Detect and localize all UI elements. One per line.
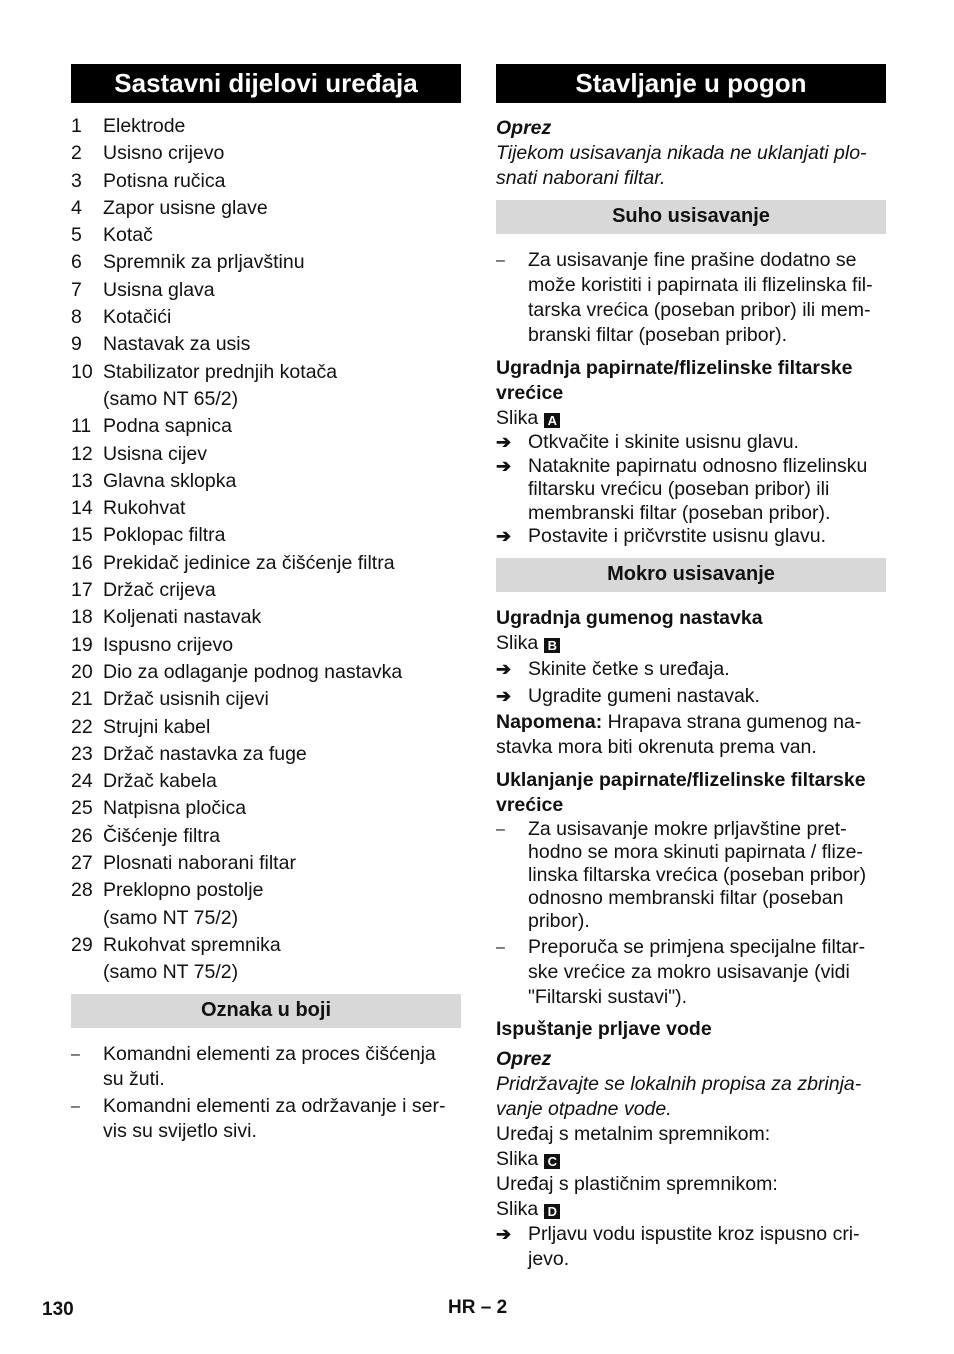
list-item-text: vis su svijetlo sivi. [103,1119,257,1142]
part-item [71,604,461,631]
color-code-list [71,1042,461,1144]
part-number: 28 [71,879,93,902]
part-label: Zapor usisne glave [103,196,268,219]
heading-drain-dirty-water: Ispuštanje prljave vode [496,1017,712,1040]
rubber-steps [496,656,886,710]
part-label-note: (samo NT 65/2) [103,387,239,410]
part-number: 16 [71,551,93,574]
part-label-note: (samo NT 75/2) [103,906,239,929]
part-label: Koljenati nastavak [103,606,262,629]
figure-a-icon: A [544,413,560,428]
part-item [71,140,461,167]
heading-install-filter-bag: Ugradnja papirnate/flizelinske filtarske vrećice [496,357,853,404]
note-text: Napomena: Hrapava strana gumenog na- stavka mora biti okrenuta prema van. [496,710,862,758]
part-label: Dio za odlaganje podnog nastavka [103,660,403,683]
part-item [71,359,461,414]
part-item [71,413,461,440]
install-steps [496,431,886,549]
part-item [71,113,461,140]
part-number: 20 [71,660,93,683]
metal-container-text: Uređaj s metalnim spremnikom: [496,1122,771,1145]
part-number: 19 [71,633,93,656]
subsection-title-color-code: Oznaka u boji [71,994,461,1028]
part-label: Usisno crijevo [103,142,225,165]
part-number: 21 [71,688,93,711]
figure-c-icon: C [544,1154,560,1169]
step-item: ➔ Ugradite gumeni nastavak. [496,683,886,710]
part-number: 27 [71,852,93,875]
part-number: 14 [71,497,93,520]
right-column [496,64,886,1272]
figure-b-icon: B [544,638,560,653]
list-item [71,1042,461,1092]
step-item: ➔ Prljavu vodu ispustite kroz ispusno cri- jevo. [496,1222,860,1270]
part-label: Usisna cijev [103,442,208,465]
list-item: – Za usisavanje mokre prljavštine pret- hodno se mora skinuti papirnata / flize- linska filtarska vrećica (poseban pribor) odnosno membranski filtar (poseban pribor). [496,817,867,932]
footer-language-page: HR – 2 [448,1297,508,1318]
part-number: 10 [71,360,93,383]
part-number: 22 [71,715,93,738]
part-label: Držač usisnih cijevi [103,688,269,711]
step-item: ➔ Skinite četke s uređaja. [496,656,886,683]
part-label: Plosnati naborani filtar [103,852,296,875]
part-item [71,522,461,549]
part-number: 12 [71,442,93,465]
part-item [71,331,461,358]
figure-reference: Slika D [496,1197,886,1222]
part-number: 6 [71,251,82,274]
part-number: 2 [71,142,82,165]
section-title-start-up: Stavljanje u pogon [496,64,886,103]
part-label: Kotač [103,224,153,247]
list-item: – Preporuča se primjena specijalne filtar- ske vrećice za mokro usisavanje (vidi "Filtarski sustavi"). [496,935,866,1008]
part-item [71,550,461,577]
list-item-text: Komandni elementi za održavanje i ser- [103,1094,446,1117]
part-number: 7 [71,278,82,301]
remove-list [496,818,886,1010]
part-label: Držač nastavka za fuge [103,742,307,765]
part-label: Kotačići [103,306,172,329]
figure-reference: Slika A [496,406,886,431]
caution-label: Oprez [496,1047,552,1070]
part-label: Glavna sklopka [103,469,237,492]
part-number: 4 [71,196,82,219]
part-number: 3 [71,169,82,192]
figure-d-icon: D [544,1204,560,1219]
list-item-text: su žuti. [103,1067,165,1090]
part-label: Podna sapnica [103,415,233,438]
part-label: Usisna glava [103,278,215,301]
part-label: Elektrode [103,115,186,137]
heading-remove-filter-bag: Uklanjanje papirnate/flizelinske filtarske vrećice [496,768,866,816]
part-item [71,468,461,495]
list-item-text: Komandni elementi za proces čišćenja [103,1042,436,1065]
plastic-container-text: Uređaj s plastičnim spremnikom: [496,1172,778,1195]
part-number: 18 [71,606,93,629]
part-label: Strujni kabel [103,715,211,738]
arrow-icon: ➔ [496,432,512,452]
part-label: Spremnik za prljavštinu [103,251,305,274]
part-item [71,741,461,768]
part-label: Čišćenje filtra [103,824,221,847]
figure-reference: Slika C [496,1147,886,1172]
heading-rubber-attachment: Ugradnja gumenog nastavka [496,606,763,629]
step-item: ➔ Otkvačite i skinite usisnu glavu. [496,431,799,453]
figure-reference: Slika B [496,631,886,656]
part-item [71,495,461,522]
part-item [71,823,461,850]
part-item [71,659,461,686]
part-label: Preklopno postolje [103,879,264,902]
part-label: Držač kabela [103,770,217,793]
part-item [71,168,461,195]
left-column [71,64,461,1146]
part-item [71,850,461,877]
part-label: Natpisna pločica [103,797,247,820]
part-item [71,932,461,987]
part-item [71,795,461,822]
part-number: 24 [71,770,93,793]
part-item [71,877,461,932]
caution-text: Pridržavajte se lokalnih propisa za zbrinja- vanje otpadne vode. [496,1072,862,1120]
note-label: Napomena: [496,710,603,733]
arrow-icon: ➔ [496,658,512,679]
part-number: 8 [71,306,82,329]
part-label: Prekidač jedinice za čišćenje filtra [103,551,395,574]
page-number: 130 [42,1299,74,1320]
part-label: Držač crijeva [103,579,216,602]
dash-marker: – [496,252,505,269]
part-label: Potisna ručica [103,169,226,192]
part-number: 29 [71,933,93,956]
subsection-title-wet-vacuuming: Mokro usisavanje [496,558,886,592]
part-item [71,277,461,304]
arrow-icon: ➔ [496,685,512,706]
part-label: Ispusno crijevo [103,633,234,656]
arrow-icon: ➔ [496,526,512,546]
caution-text: Tijekom usisavanja nikada ne uklanjati plo- snati naborani filtar. [496,142,867,189]
part-item [71,249,461,276]
part-label-note: (samo NT 75/2) [103,961,239,984]
part-number: 5 [71,224,82,247]
part-item [71,632,461,659]
part-item [71,686,461,713]
dash-marker: – [496,820,505,838]
step-item: ➔ Nataknite papirnatu odnosno flizelinsku filtarsku vrećicu (poseban pribor) ili membranski filtar (poseban pribor). [496,454,868,524]
part-number: 15 [71,524,93,547]
part-item [71,222,461,249]
part-label: Rukohvat spremnika [103,933,281,956]
part-item [71,195,461,222]
part-item [71,577,461,604]
part-label: Stabilizator prednjih kotača [103,360,338,383]
list-item [71,1094,461,1144]
part-number: 9 [71,333,82,356]
part-item [71,714,461,741]
dash-marker: – [71,1045,80,1063]
section-title-components: Sastavni dijelovi uređaja [71,64,461,103]
arrow-icon: ➔ [496,455,512,476]
part-number: 11 [71,415,92,438]
part-label: Nastavak za usis [103,333,251,356]
part-item [71,768,461,795]
part-number: 25 [71,797,93,820]
part-number: 1 [71,115,82,137]
part-number: 26 [71,824,93,847]
part-label: Rukohvat [103,497,186,520]
subsection-title-dry-vacuuming: Suho usisavanje [496,200,886,234]
dry-vacuuming-list [496,248,886,348]
part-item [71,304,461,331]
list-item: – Za usisavanje fine prašine dodatno se može koristiti i papirnata ili flizelinska fil- tarska vrećica (poseban pribor) ili mem- branski filtar (poseban pribor). [496,249,873,346]
step-item: ➔ Postavite i pričvrstite usisnu glavu. [496,525,827,547]
part-number: 23 [71,742,93,765]
caution-label: Oprez [496,117,552,139]
part-number: 13 [71,469,93,492]
arrow-icon: ➔ [496,1223,512,1244]
part-label: Poklopac filtra [103,524,226,547]
dash-marker: – [496,938,505,956]
part-number: 17 [71,579,93,602]
parts-list [71,113,461,987]
part-item [71,441,461,468]
dash-marker: – [71,1097,80,1115]
